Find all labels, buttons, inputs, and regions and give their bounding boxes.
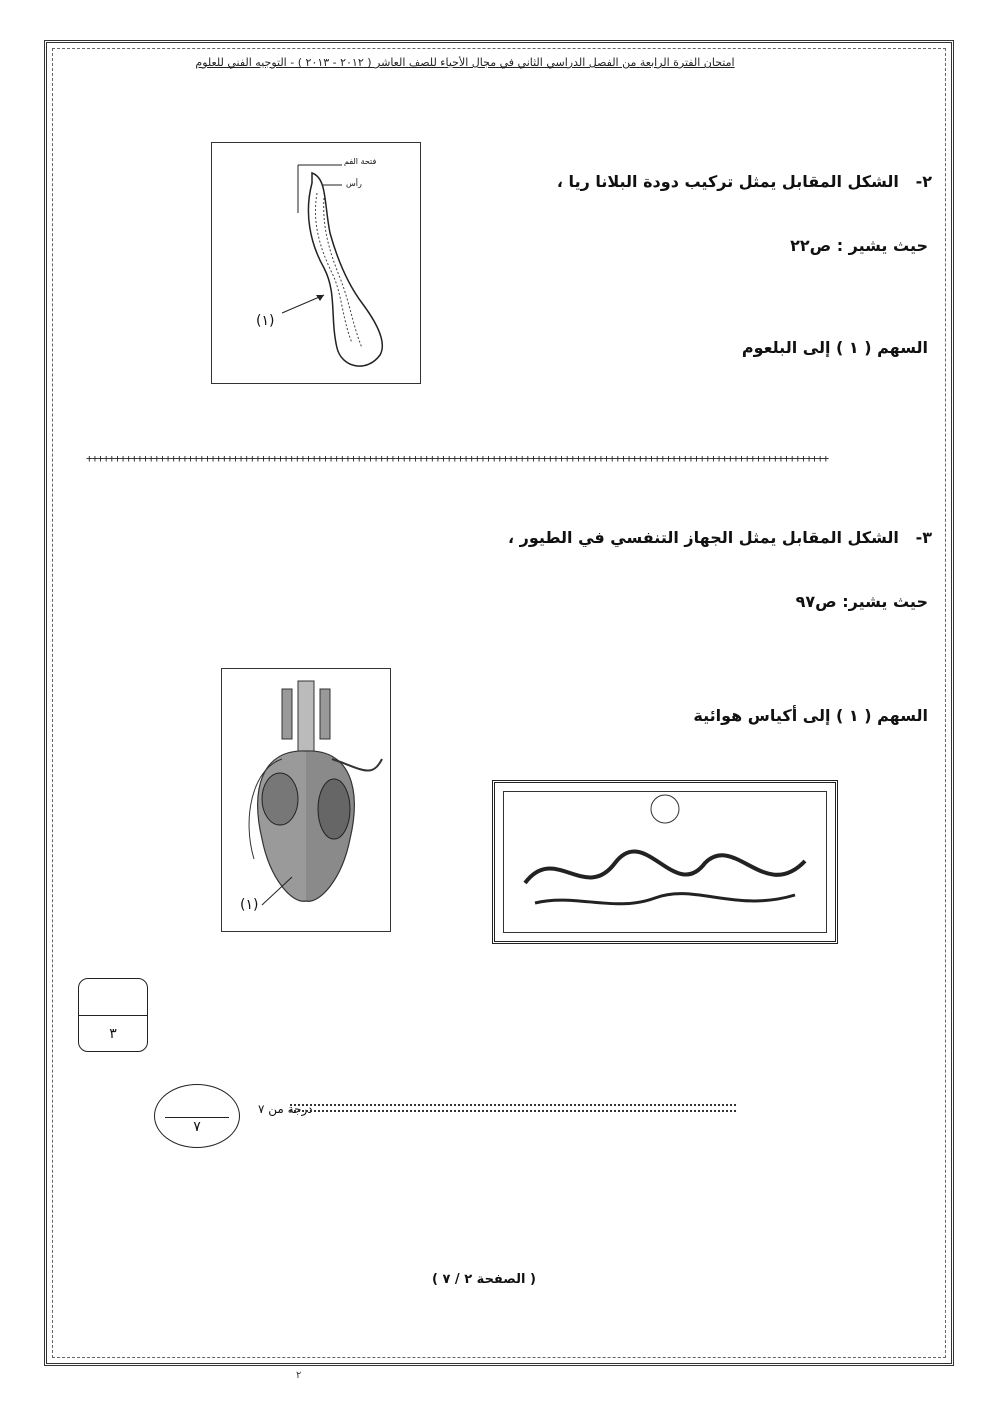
- question-3-pointer: حيث يشير: ص٩٧: [795, 592, 928, 611]
- question-score-box: [78, 978, 148, 1052]
- total-grade-oval: [154, 1084, 240, 1148]
- closing-stamp: [492, 780, 838, 944]
- total-grade-value: ٧: [193, 1119, 201, 1135]
- grade-dashed-line: [290, 1104, 736, 1112]
- label-arrow-1: (١): [240, 897, 259, 913]
- question-3-text: الشكل المقابل يمثل الجهاز التنفسي في الطيور ،: [508, 528, 899, 547]
- question-2-answer: السهم ( ١ ) إلى البلعوم: [741, 338, 928, 357]
- question-3-answer: السهم ( ١ ) إلى أكياس هوائية: [693, 706, 928, 725]
- bird-respiratory-figure: [221, 668, 391, 932]
- label-arrow-1: (١): [256, 313, 275, 329]
- stamp-calligraphy-image: [495, 783, 835, 941]
- question-2-number: ٢-: [915, 172, 932, 191]
- question-3-number: ٣-: [915, 528, 932, 547]
- question-2-text: الشكل المقابل يمثل تركيب دودة البلانا ريا ،: [556, 172, 899, 191]
- exam-header: امتحان الفترة الرابعة من الفصل الدراسي الثاني في مجال الأحياء للصف العاشر ( ٢٠١٢ - ٢٠١٣ ) - التوجيه الفني للعلوم: [195, 56, 735, 69]
- grade-label: درجة من ٧: [258, 1102, 313, 1116]
- bottom-page-mark: ٢: [296, 1370, 302, 1381]
- question-score-value: ٣: [109, 1026, 117, 1042]
- question-3-statement: [508, 528, 932, 547]
- planaria-figure: [211, 142, 421, 384]
- page-number: ( الصفحة ٢ / ٧ ): [432, 1272, 536, 1287]
- section-divider: ++++++++++++++++++++++++++++++++++++++++++++++++++++++++++++++++++++++++++++++++++++++++++++++++++++++++++++++++++++++++++++++++++++: [86, 452, 829, 465]
- bird-lungs-drawing: [222, 669, 390, 931]
- label-mouth: فتحة الفم: [344, 157, 377, 166]
- question-2-pointer: حيث يشير : ص٢٢: [790, 236, 928, 255]
- planaria-drawing: [212, 143, 420, 383]
- question-2-statement: [557, 172, 932, 191]
- label-head: رأس: [346, 179, 362, 188]
